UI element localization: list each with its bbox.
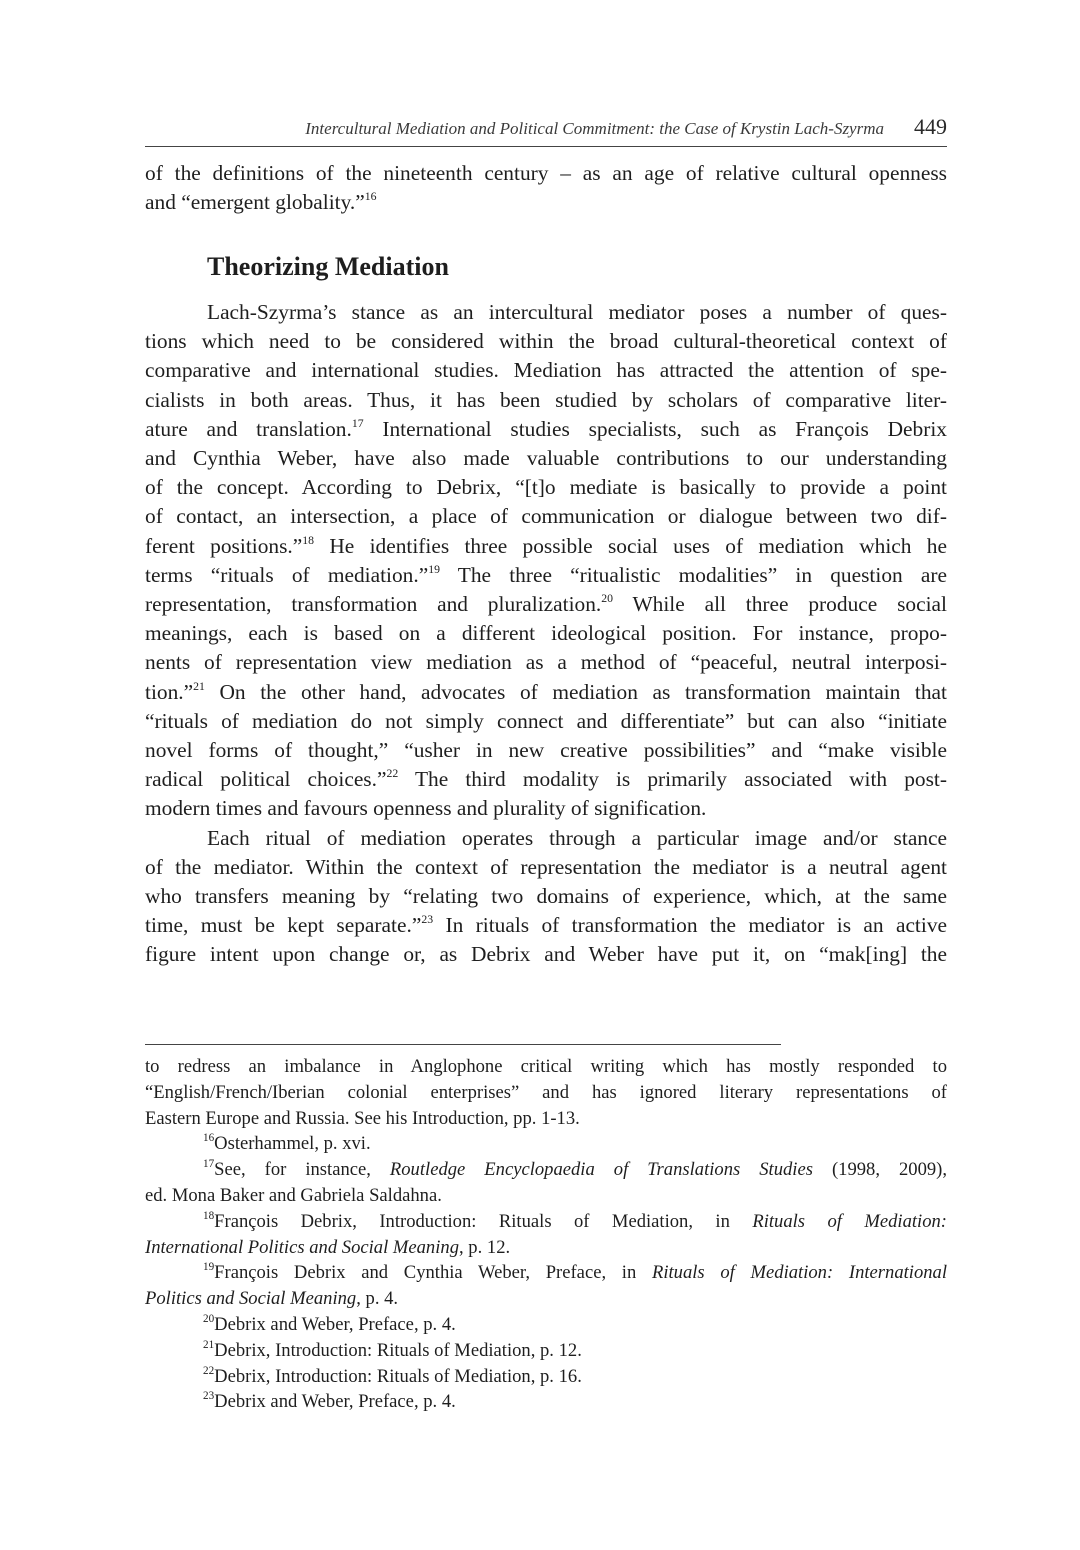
text-line (145, 1157, 947, 1183)
text-span: See, for instance, (214, 1159, 390, 1181)
text-line (145, 1131, 947, 1157)
text-line: modern times and favours openness and plurality of signification. (145, 796, 707, 821)
footnote-divider (145, 1044, 781, 1045)
text-span: tion.” (145, 679, 194, 704)
text-line: novel forms of thought,” “usher in new creative possibilities” and “make visible (145, 738, 947, 763)
footnote-number: 18 (203, 1209, 215, 1222)
text-span: He identifies three possible social uses of mediation which he (314, 533, 947, 558)
text-span: The three “ritualistic modalities” in question are (440, 562, 947, 587)
text-line (145, 1286, 947, 1312)
text-line (145, 911, 947, 940)
footnote-22 (145, 1364, 947, 1390)
footnote-number: 17 (203, 1158, 215, 1171)
text-line (145, 590, 947, 619)
footnote-ref-18: 18 (302, 533, 315, 547)
footnote-ref-20: 20 (601, 592, 614, 606)
footnote-number: 16 (203, 1132, 215, 1145)
footnote-ref-22: 22 (386, 767, 399, 781)
text-line: ed. Mona Baker and Gabriela Saldahna. (145, 1184, 442, 1206)
text-line (145, 1235, 947, 1261)
footnote-17 (145, 1157, 947, 1209)
text-line: of the definitions of the nineteenth century – as an age of relative cultural openness (145, 161, 947, 185)
footnote-number: 21 (203, 1338, 215, 1351)
text-line: “English/French/Iberian colonial enterprises” and has ignored literary representations of (145, 1081, 947, 1103)
title-span: International Politics and Social Meaning (145, 1236, 459, 1258)
text-line (145, 1209, 947, 1235)
text-line: comparative and international studies. Mediation has attracted the attention of spe- (145, 358, 947, 383)
running-header (145, 110, 947, 147)
text-line: tions which need to be considered within the broad cultural-theoretical context of (145, 329, 947, 354)
running-title: Intercultural Mediation and Political Commitment: the Case of Krystin Lach-Szyrma (305, 119, 884, 138)
page-number: 449 (914, 114, 947, 139)
text-span: terms “rituals of mediation.” (145, 562, 429, 587)
text-span: Debrix, Introduction: Rituals of Mediation, p. 12. (214, 1339, 582, 1361)
footnote-ref-23: 23 (421, 913, 434, 927)
title-span: Routledge Encyclopaedia of Translations Studies (389, 1159, 813, 1181)
text-line (145, 1260, 947, 1286)
footnote-continuation (145, 1054, 947, 1131)
text-span: , p. 12. (459, 1236, 511, 1258)
text-line (145, 532, 947, 561)
footnote-number: 19 (203, 1261, 215, 1274)
footnote-number: 23 (203, 1390, 215, 1403)
footnote-21 (145, 1338, 947, 1364)
footnote-ref-16: 16 (364, 190, 377, 204)
footnote-number: 22 (203, 1364, 215, 1377)
text-line (145, 678, 947, 707)
footnote-18 (145, 1209, 947, 1261)
text-span: François Debrix, Introduction: Rituals of Mediation, in (214, 1210, 753, 1232)
text-line: Eastern Europe and Russia. See his Introduction, pp. 1-13. (145, 1107, 580, 1129)
text-line: figure intent upon change or, as Debrix and Weber have put it, on “mak[ing] the (145, 942, 947, 967)
text-line (145, 1338, 947, 1364)
intro-paragraph (145, 159, 947, 217)
text-span: Osterhammel, p. xvi. (214, 1133, 371, 1155)
text-span: time, must be kept separate.” (145, 913, 422, 938)
text-span: Debrix and Weber, Preface, p. 4. (214, 1391, 456, 1413)
text-line (145, 1364, 947, 1390)
footnote-ref-17: 17 (351, 417, 364, 430)
text-span: On the other hand, advocates of mediation as transformation maintain that (204, 679, 947, 704)
text-line (145, 188, 947, 217)
footnote-19 (145, 1260, 947, 1312)
section-heading: Theorizing Mediation (207, 252, 449, 281)
text-span: In rituals of transformation the mediator is an active (433, 913, 948, 938)
text-line (145, 415, 947, 444)
text-line: Each ritual of mediation operates through a particular image and/or stance (207, 825, 947, 850)
text-span: , p. 4. (356, 1288, 399, 1310)
text-span: ature and translation. (145, 416, 352, 441)
text-span: International studies specialists, such as François Debrix (363, 416, 947, 441)
footnote-20 (145, 1312, 947, 1338)
text-line: and Cynthia Weber, have also made valuable contributions to our understanding (145, 446, 947, 471)
text-span: François Debrix and Cynthia Weber, Preface, in (214, 1262, 652, 1284)
paragraph-2 (145, 824, 947, 970)
text-line: Lach-Szyrma’s stance as an intercultural mediator poses a number of ques- (207, 300, 947, 324)
footnote-16 (145, 1131, 947, 1157)
text-line (145, 1389, 947, 1415)
text-span: radical political choices.” (145, 767, 387, 792)
text-span: representation, transformation and pluralization. (145, 592, 602, 617)
text-line (145, 561, 947, 590)
text-line: to redress an imbalance in Anglophone critical writing which has mostly responded to (145, 1056, 947, 1077)
title-span: Politics and Social Meaning (145, 1288, 357, 1310)
text-span: While all three produce social (613, 592, 947, 617)
paragraph-1 (145, 298, 947, 824)
footnote-23 (145, 1389, 947, 1415)
footnote-number: 20 (203, 1313, 215, 1326)
text-span: and “emergent globality.” (145, 190, 365, 215)
text-span: (1998, 2009), (812, 1159, 948, 1181)
footnote-ref-21: 21 (193, 679, 205, 693)
text-line: cialists in both areas. Thus, it has been studied by scholars of comparative liter- (145, 387, 947, 412)
text-span: Debrix, Introduction: Rituals of Mediation, p. 16. (214, 1365, 582, 1387)
text-line (145, 765, 947, 794)
text-span: Debrix and Weber, Preface, p. 4. (214, 1313, 456, 1335)
footnotes (145, 1054, 947, 1415)
footnote-ref-19: 19 (428, 563, 440, 577)
text-line (145, 1312, 947, 1338)
text-line: of the mediator. Within the context of representation the mediator is a neutral agent (145, 854, 947, 879)
text-line: meanings, each is based on a different ideological position. For instance, propo- (145, 621, 947, 646)
text-span: The third modality is primarily associated with post- (398, 767, 947, 792)
text-line: who transfers meaning by “relating two domains of experience, which, at the same (145, 884, 947, 909)
text-line: “rituals of mediation do not simply connect and differentiate” but can also “initiate (145, 708, 947, 733)
text-span: ferent positions.” (145, 533, 303, 558)
text-line: nents of representation view mediation as a method of “peaceful, neutral interposi- (145, 650, 947, 675)
title-span: Rituals of Mediation: (752, 1210, 947, 1232)
section-body (145, 298, 947, 970)
title-span: Rituals of Mediation: International (651, 1262, 948, 1284)
text-line: of contact, an intersection, a place of communication or dialogue between two dif- (145, 504, 947, 529)
text-line: of the concept. According to Debrix, “[t]o mediate is basically to provide a point (145, 475, 947, 500)
